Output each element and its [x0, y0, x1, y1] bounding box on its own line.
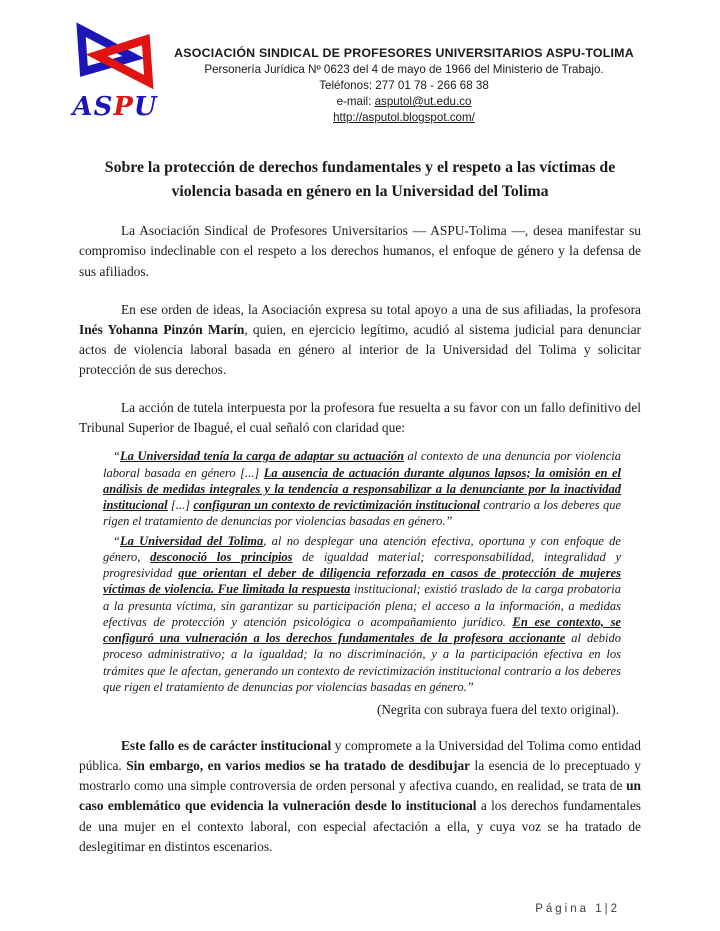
phones-line: Teléfonos: 277 01 78 - 266 68 38 — [319, 79, 489, 92]
website-link[interactable]: http://asputol.blogspot.com/ — [333, 111, 475, 124]
aspu-logo-icon — [73, 22, 157, 92]
legal-line: Personería Jurídica Nº 0623 del 4 de mayo de 1966 del Ministerio de Trabajo. — [204, 63, 604, 76]
org-name: ASOCIACIÓN SINDICAL DE PROFESORES UNIVERSITARIOS ASPU-TOLIMA — [174, 46, 634, 60]
paragraph-tutela: La acción de tutela interpuesta por la profesora fue resuelta a su favor con un fallo definitivo del Tribunal Superior de Ibagué, el cual señaló con claridad que: — [79, 400, 641, 436]
document-title: Sobre la protección de derechos fundamentales y el respeto a las víctimas de violencia basada en género en la Universidad del Tolima — [104, 159, 616, 200]
aspu-logo — [63, 22, 167, 120]
paragraph-intro: La Asociación Sindical de Profesores Universitarios — ASPU-Tolima —, desea manifestar su compromiso indeclinable con el respeto a los derechos humanos, el enfoque de género y la defensa de sus afiliados. — [79, 223, 641, 279]
page-number: Página 1|2 — [535, 903, 620, 915]
emphasis-note: (Negrita con subraya fuera del texto original). — [376, 702, 619, 718]
email-label: e-mail: — [336, 95, 375, 108]
aspu-logo-text: ASPU — [72, 92, 158, 122]
email-link[interactable]: asputol@ut.edu.co — [374, 95, 472, 108]
paragraph-support: En ese orden de ideas, la Asociación expresa su total apoyo a una de sus afiliadas, la profesora Inés Yohanna Pinzón Marín, quien, en ejercicio legítimo, acudió al sistema judicial para denunciar actos de violencia laboral basada en género al interior de la Universidad del Tolima y solicitar protección de sus derechos. — [79, 301, 641, 378]
paragraph-closing: Este fallo es de carácter institucional y compromete a la Universidad del Tolima como entidad pública. Sin embargo, en varios medios se ha tratado de desdibujar la esencia de lo preceptuado y mostrarlo como una simple controversia de orden personal y afectiva cuando, en realidad, se trata de un caso emblemático que evidencia la vulneración desde lo institucional a los derechos fundamentales de una mujer en el contexto laboral, con especial afectación a ella, y cuya voz se ha tratado de deslegitimar en distintos escenarios. — [79, 738, 641, 854]
ruling-quote-1: “La Universidad tenía la carga de adaptar su actuación al contexto de una denuncia por violencia laboral basada en género [...] La ausencia de actuación durante algunos lapsos; la omisión en el análisis de medidas integrales y la tendencia a responsabilizar a la denunciante por la inactividad institucional [...] configuran un contexto de revictimización institucional contrario a los deberes que rigen el tratamiento de denuncias por violencias basadas en género.” — [103, 449, 622, 529]
ruling-quote-2: “La Universidad del Tolima, al no desplegar una atención efectiva, oportuna y con enfoque de género, desconoció los principios de igualdad material; corresponsabilidad, integralidad y progresividad que orientan el deber de diligencia reforzada en casos de protección de mujeres víctimas de violencia. Fue limitada la respuesta institucional; existió traslado de la carga probatoria a la presunta víctima, sin garantizar su participación plena; el acceso a la información, a medidas efectivas de protección y atención psicológica o acompañamiento jurídico. En ese contexto, se configuró una vulneración a los derechos fundamentales de la profesora accionante al debido proceso administrativo; a la igualdad; la no discriminación, y a la participación efectiva en los trámites que le afectan, generando un contexto de revictimización institucional contrario a los deberes que rigen el tratamiento de denuncias por violencias basadas en género.” — [103, 533, 621, 694]
email-line — [167, 95, 641, 108]
letterhead — [72, 22, 641, 124]
letterhead-info — [167, 22, 641, 124]
letter-body — [79, 156, 641, 857]
